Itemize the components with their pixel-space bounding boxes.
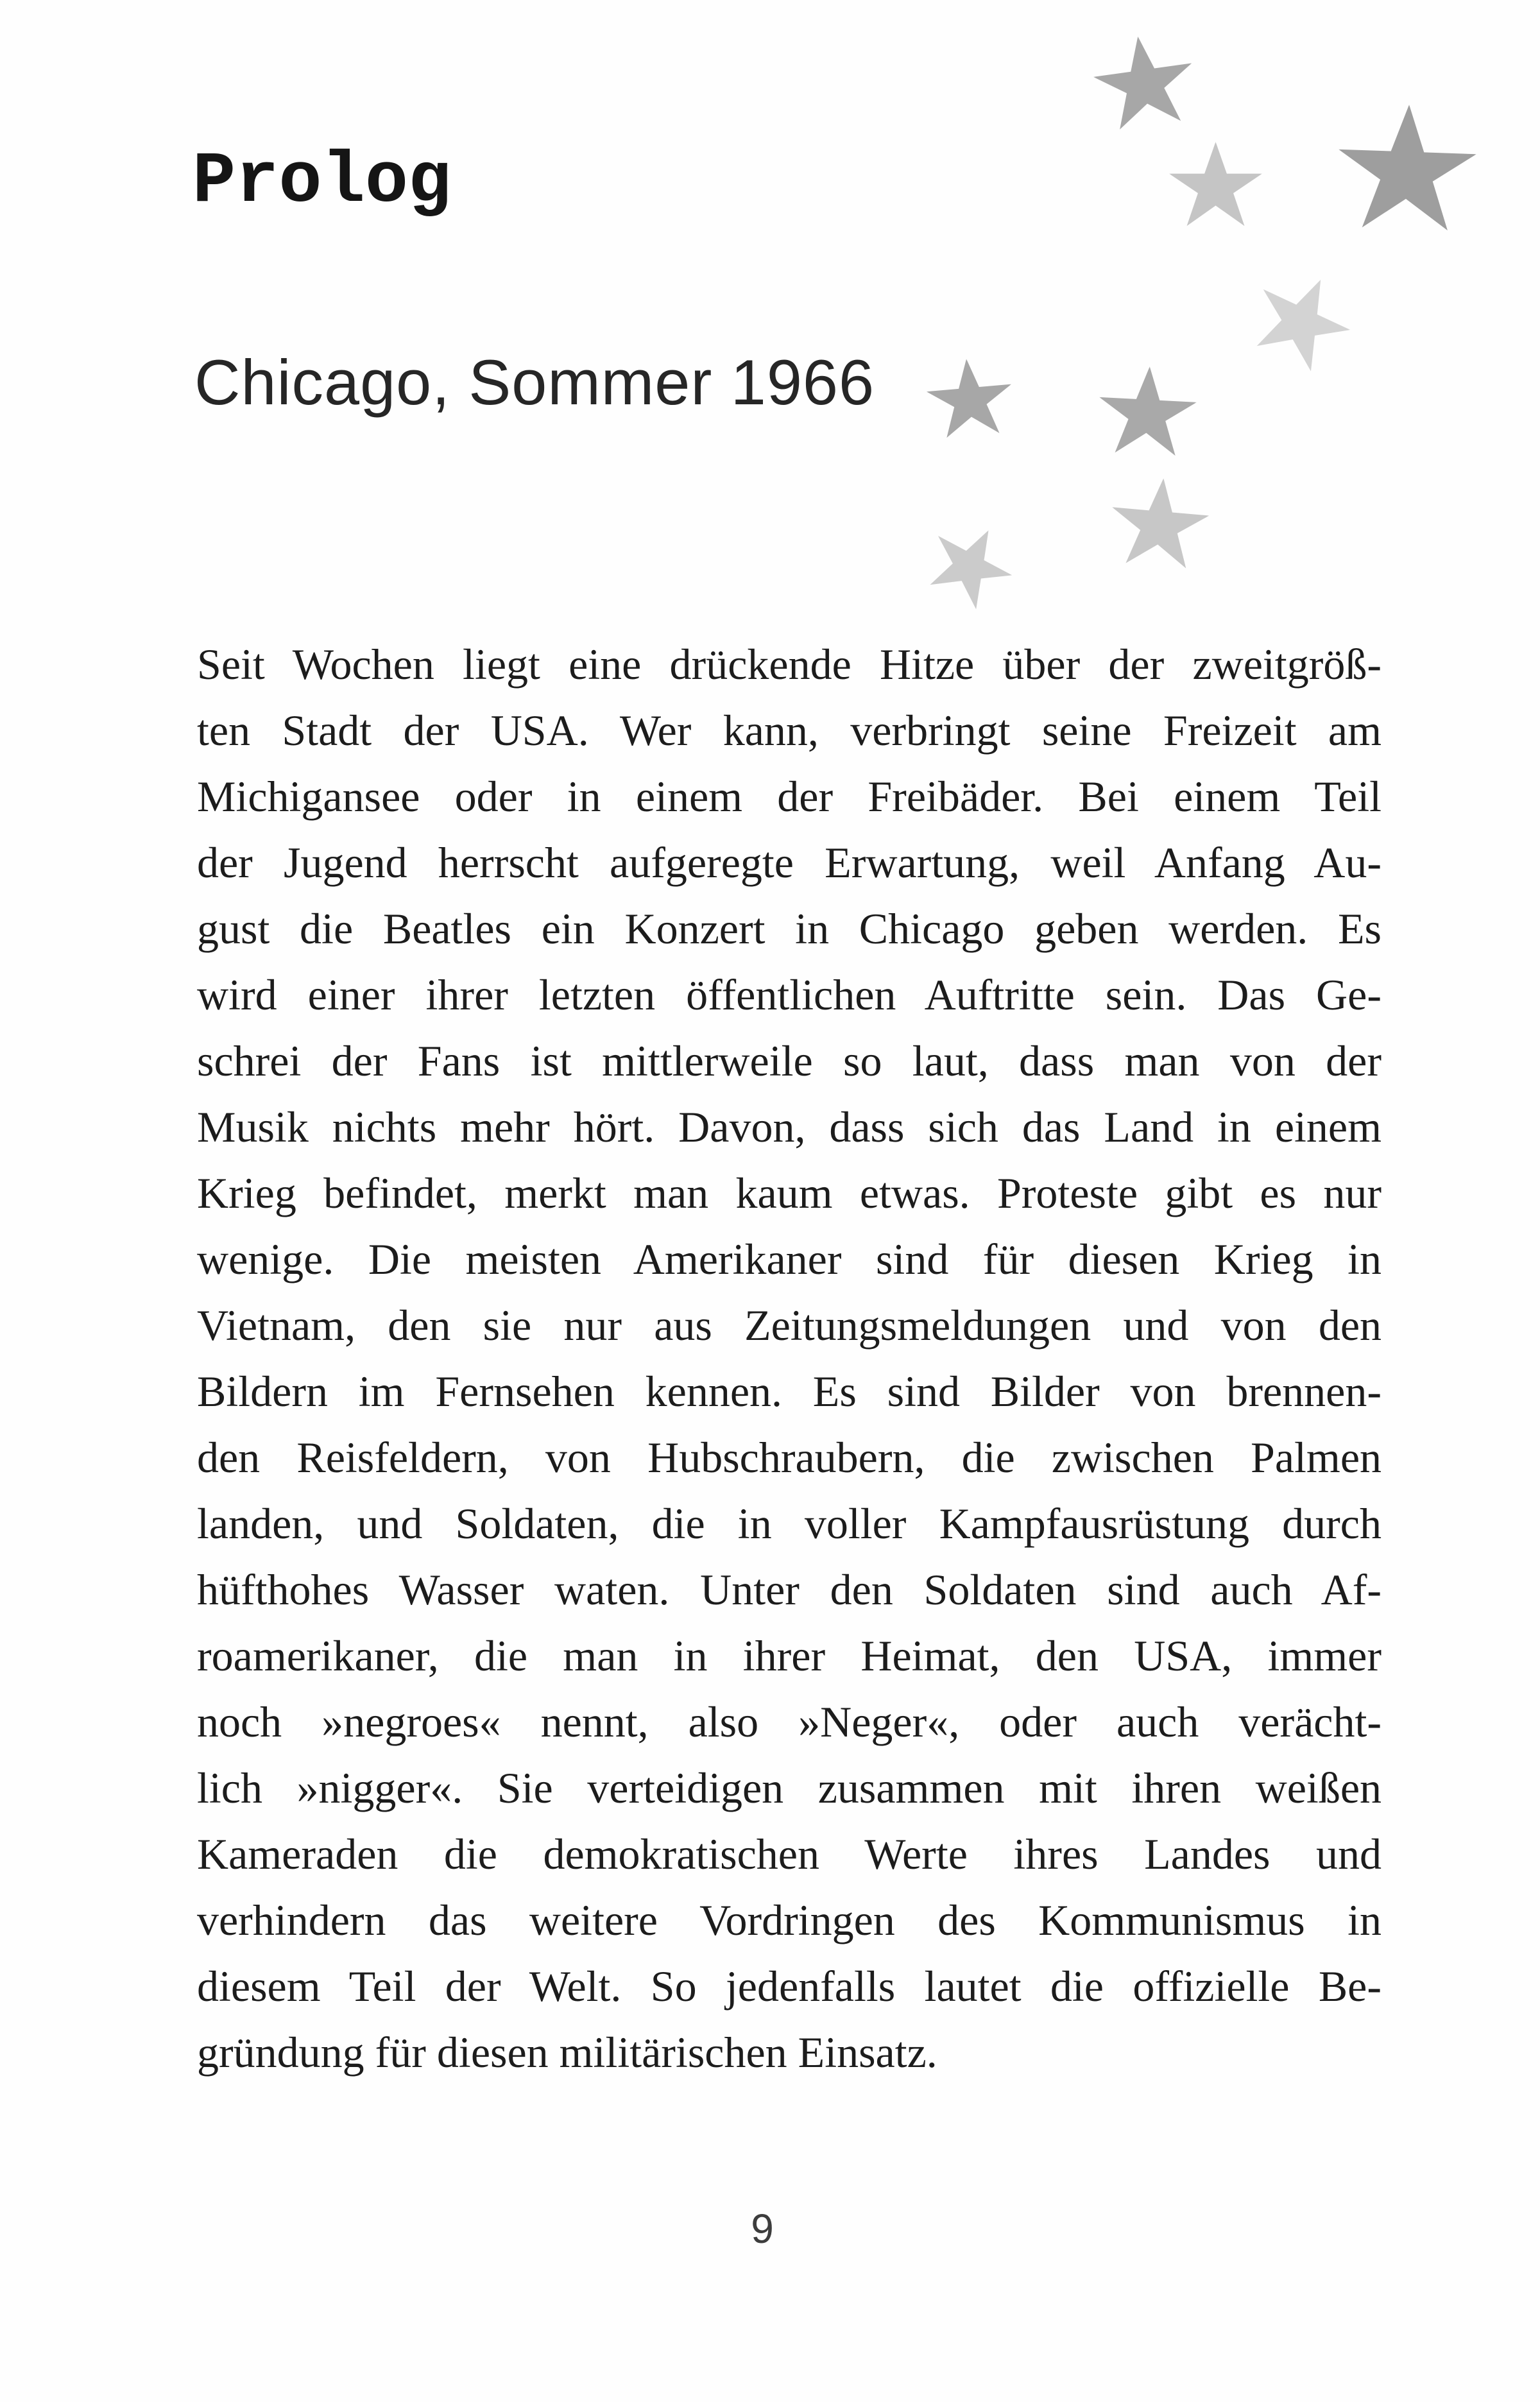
body-text-line: gründung für diesen militärischen Einsatz. — [197, 2028, 937, 2077]
star-icon — [1096, 364, 1198, 461]
body-text-line: Vietnam, den sie nur aus Zeitungsmeldungen und von den — [197, 1301, 1382, 1350]
star-icon — [1238, 259, 1364, 383]
body-text-line: Seit Wochen liegt eine drückende Hitze über der zweitgröß- — [197, 640, 1382, 689]
body-text-line: landen, und Soldaten, die in voller Kampfausrüstung durch — [197, 1499, 1382, 1548]
body-text-line: lich »nigger«. Sie verteidigen zusammen mit ihren weißen — [197, 1763, 1382, 1812]
body-text-line: wird einer ihrer letzten öffentlichen Auftritte sein. Das Ge- — [197, 970, 1382, 1019]
star-icon — [1089, 30, 1201, 137]
body-text-line: gust die Beatles ein Konzert in Chicago geben werden. Es — [197, 904, 1382, 953]
chapter-title: Prolog — [193, 141, 452, 223]
body-text-line: diesem Teil der Welt. So jedenfalls lautet die offizielle Be- — [197, 1962, 1382, 2011]
star-icon — [914, 511, 1026, 621]
star-icon — [1336, 102, 1478, 237]
star-icon — [924, 355, 1016, 443]
body-text-line: ten Stadt der USA. Wer kann, verbringt seine Freizeit am — [197, 706, 1382, 755]
page-number: 9 — [751, 2206, 774, 2252]
body-text-line: den Reisfeldern, von Hubschraubern, die zwischen Palmen — [197, 1433, 1382, 1482]
body-text-line: Kameraden die demokratischen Werte ihres Landes und — [197, 1830, 1382, 1878]
body-text-line: Bildern im Fernsehen kennen. Es sind Bilder von brennen- — [197, 1367, 1382, 1416]
star-icon — [1169, 142, 1262, 230]
body-text-line: schrei der Fans ist mittlerweile so laut, dass man von der — [197, 1036, 1382, 1085]
body-text-line: hüfthohes Wasser waten. Unter den Soldaten sind auch Af- — [197, 1565, 1382, 1614]
body-text-line: roamerikaner, die man in ihrer Heimat, den USA, immer — [197, 1631, 1382, 1680]
body-text-line: Musik nichts mehr hört. Davon, dass sich das Land in einem — [197, 1102, 1382, 1151]
body-text-line: Krieg befindet, merkt man kaum etwas. Proteste gibt es nur — [197, 1169, 1382, 1217]
body-text-line: noch »negroes« nennt, also »Neger«, oder auch verächt- — [197, 1697, 1382, 1746]
star-icon — [1107, 474, 1212, 575]
body-text-line: wenige. Die meisten Amerikaner sind für diesen Krieg in — [197, 1235, 1382, 1283]
body-paragraph — [197, 631, 1382, 2086]
body-text-line: Michigansee oder in einem der Freibäder. Bei einem Teil — [197, 772, 1382, 821]
chapter-subtitle: Chicago, Sommer 1966 — [194, 347, 875, 418]
body-text-line: der Jugend herrscht aufgeregte Erwartung, weil Anfang Au- — [197, 838, 1382, 887]
body-text-line: verhindern das weitere Vordringen des Kommunismus in — [197, 1896, 1382, 1944]
